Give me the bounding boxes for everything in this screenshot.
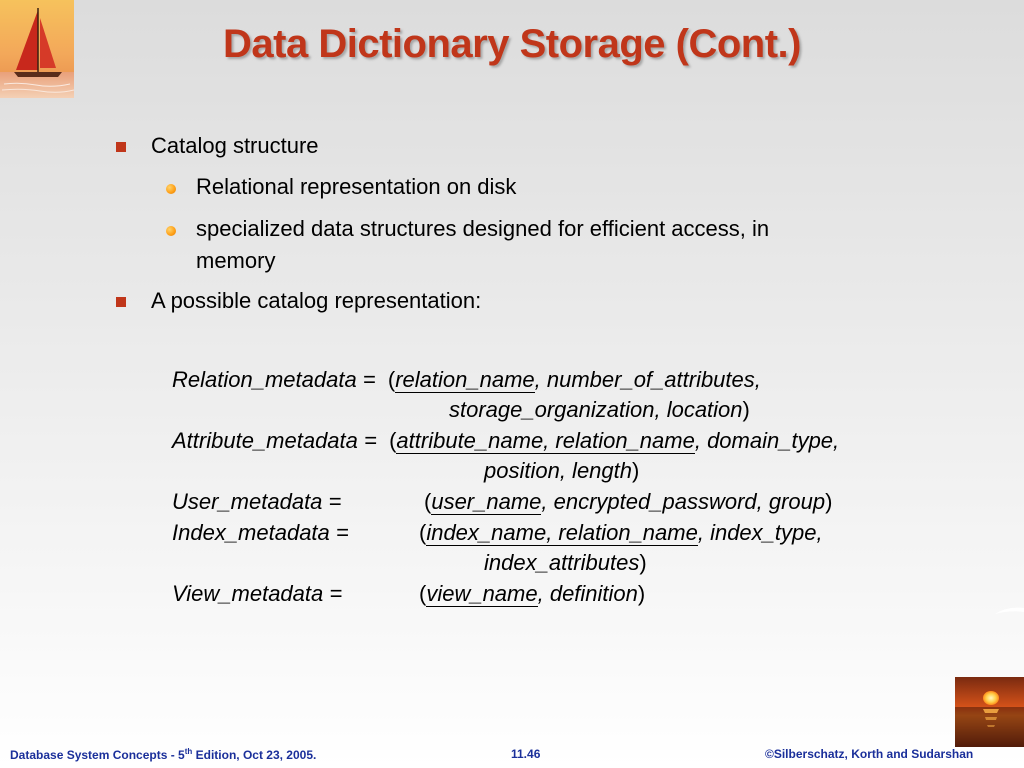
primary-key: user_name <box>431 489 542 514</box>
schema-attributes: , definition <box>537 581 638 606</box>
schema-relation-metadata <box>172 367 761 393</box>
schema-attributes: , domain_type, <box>694 428 840 453</box>
schema-attributes: , index_type, <box>697 520 823 545</box>
footer-edition-date: Edition, Oct 23, 2005. <box>192 748 317 762</box>
schema-attribute-metadata <box>172 428 839 454</box>
round-bullet-icon <box>166 226 176 236</box>
primary-key: index_name, relation_name <box>426 520 698 545</box>
schema-attributes: position, length <box>484 458 632 483</box>
schema-name: User_metadata = <box>172 489 342 514</box>
schema-attributes: , number_of_attributes, <box>534 367 761 392</box>
slide-title: Data Dictionary Storage (Cont.) <box>223 22 801 66</box>
close-paren: ) <box>632 458 640 483</box>
square-bullet-icon <box>116 142 126 152</box>
close-paren: ) <box>742 397 750 422</box>
primary-key: attribute_name, relation_name <box>396 428 695 453</box>
sunset-image <box>955 677 1024 747</box>
open-paren: ( <box>389 428 397 453</box>
schema-name: Relation_metadata = <box>172 367 376 392</box>
bullet-possible-representation: A possible catalog representation: <box>151 288 482 313</box>
close-paren: ) <box>639 550 647 575</box>
subbullet-relational: Relational representation on disk <box>196 174 517 199</box>
subbullet-specialized-line2: memory <box>196 248 276 273</box>
schema-attributes: , encrypted_password, group <box>541 489 826 514</box>
schema-attributes: index_attributes <box>484 550 640 575</box>
open-paren: ( <box>419 520 427 545</box>
schema-view-metadata-tuple <box>419 581 645 607</box>
open-paren: ( <box>387 367 396 392</box>
schema-index-metadata-tuple <box>419 520 823 546</box>
schema-user-metadata-tuple <box>424 489 832 515</box>
primary-key: relation_name <box>395 367 535 392</box>
close-paren: ) <box>825 489 833 514</box>
subbullet-specialized-line1: specialized data structures designed for efficient access, in <box>196 216 770 241</box>
footer-book-title <box>10 747 316 762</box>
footer-edition-superscript: th <box>184 747 193 756</box>
schema-attributes: storage_organization, location <box>449 397 743 422</box>
bullet-catalog-structure: Catalog structure <box>151 133 319 158</box>
schema-index-metadata <box>172 520 349 546</box>
schema-relation-metadata-cont <box>449 397 750 423</box>
open-paren: ( <box>419 581 427 606</box>
schema-name: View_metadata = <box>172 581 343 606</box>
schema-attribute-metadata-cont <box>484 458 639 484</box>
round-bullet-icon <box>166 184 176 194</box>
schema-index-metadata-cont <box>484 550 647 576</box>
footer-copyright: ©Silberschatz, Korth and Sudarshan <box>765 747 974 761</box>
close-paren: ) <box>637 581 646 606</box>
schema-view-metadata <box>172 581 342 607</box>
schema-name: Attribute_metadata = <box>172 428 377 453</box>
square-bullet-icon <box>116 297 126 307</box>
decorative-swoosh-icon <box>995 604 1024 618</box>
primary-key: view_name <box>426 581 538 606</box>
footer-book-title-text: Database System Concepts - 5 <box>10 748 185 762</box>
open-paren: ( <box>424 489 432 514</box>
schema-name: Index_metadata = <box>172 520 349 545</box>
schema-user-metadata <box>172 489 341 515</box>
footer-slide-number: 11.46 <box>511 747 541 761</box>
